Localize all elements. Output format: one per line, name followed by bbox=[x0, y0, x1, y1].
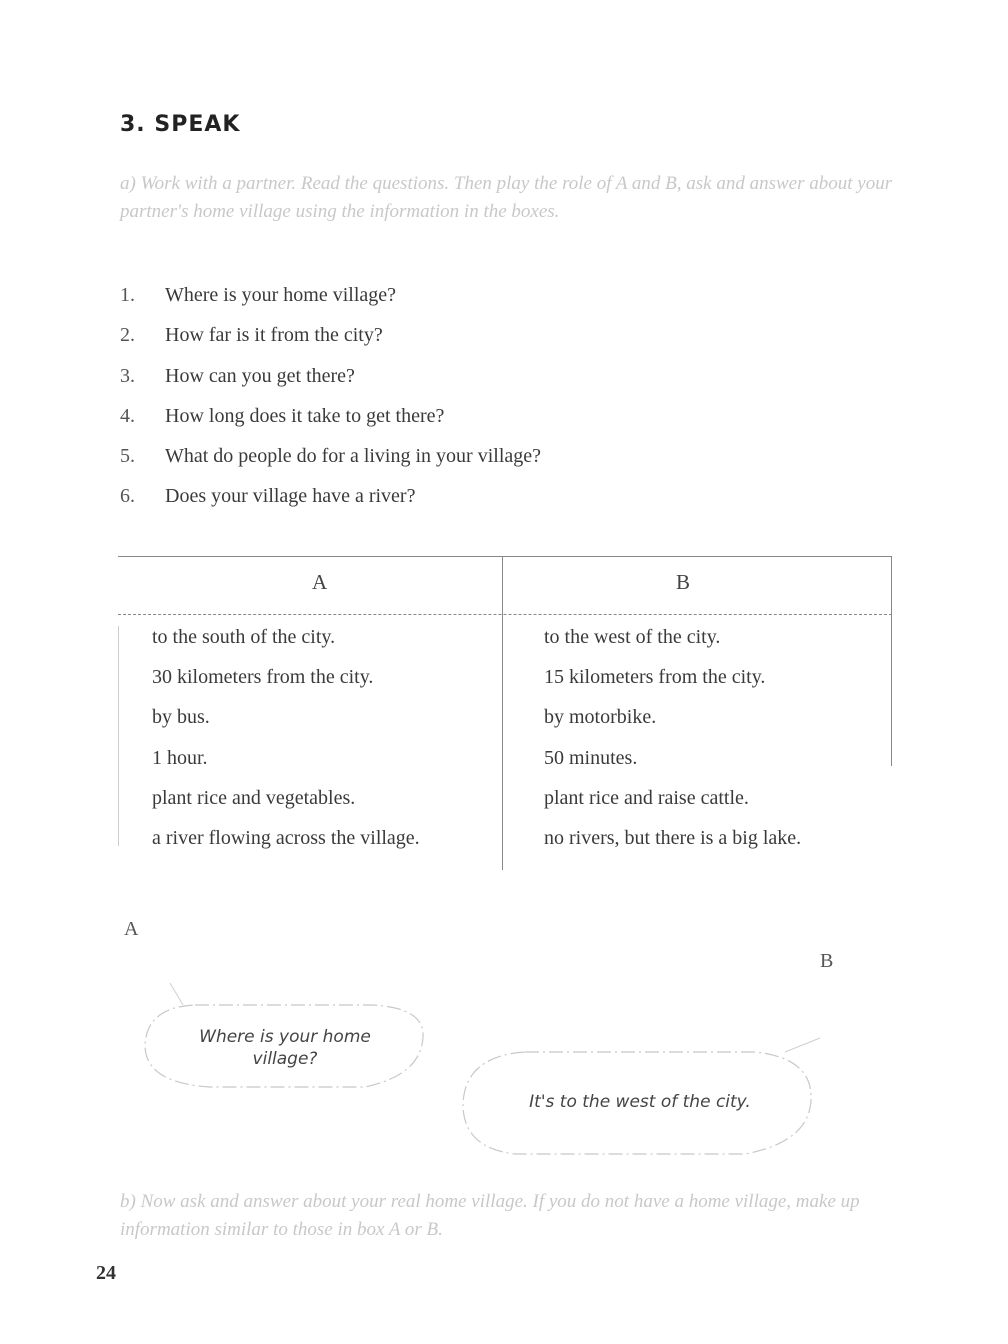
question-number: 2. bbox=[120, 324, 135, 347]
table-cell: to the west of the city. bbox=[544, 626, 721, 648]
table-right-border bbox=[891, 556, 892, 766]
instruction-a: a) Work with a partner. Read the questions. Then play the role of A and B, ask and answer about your partner's home village using the information in the boxes. bbox=[120, 173, 893, 222]
question-text: How far is it from the city? bbox=[165, 324, 383, 347]
question-item bbox=[120, 405, 880, 445]
page-number: 24 bbox=[96, 1262, 116, 1284]
table-cell: 30 kilometers from the city. bbox=[152, 666, 374, 689]
question-text: What do people do for a living in your village? bbox=[165, 445, 542, 468]
speech-bubble-b-text: It's to the west of the city. bbox=[529, 1092, 751, 1112]
question-number: 3. bbox=[120, 364, 135, 387]
table-header-a: A bbox=[312, 570, 328, 594]
question-list bbox=[120, 284, 880, 526]
speech-bubble-a-text bbox=[175, 1026, 395, 1070]
table-cell: 15 kilometers from the city. bbox=[544, 666, 766, 689]
speech-bubble-a-line2: village? bbox=[252, 1049, 318, 1069]
speech-bubble-a-line1: Where is your home bbox=[199, 1027, 371, 1047]
table-cell: plant rice and vegetables. bbox=[152, 786, 356, 809]
question-item bbox=[120, 485, 880, 525]
question-text: Does your village have a river? bbox=[165, 485, 416, 508]
table-cell: by bus. bbox=[152, 706, 210, 729]
speaker-a-label: A bbox=[124, 918, 139, 940]
table-cell: a river flowing across the village. bbox=[152, 826, 420, 849]
table-cell: plant rice and raise cattle. bbox=[544, 786, 749, 809]
table-cell: 50 minutes. bbox=[544, 746, 638, 769]
table-cell: no rivers, but there is a big lake. bbox=[544, 826, 802, 849]
question-item bbox=[120, 365, 880, 405]
question-text: Where is your home village? bbox=[165, 284, 397, 306]
table-header-divider bbox=[118, 614, 892, 615]
question-item bbox=[120, 284, 880, 324]
section-heading: SPEAK bbox=[154, 112, 241, 137]
question-item bbox=[120, 445, 880, 485]
question-text: How long does it take to get there? bbox=[165, 404, 445, 427]
table-cell: by motorbike. bbox=[544, 706, 657, 729]
question-text: How can you get there? bbox=[165, 364, 355, 387]
instruction-b: b) Now ask and answer about your real home village. If you do not have a home village, make up information similar to those in box A or B. bbox=[120, 1191, 860, 1240]
question-item bbox=[120, 324, 880, 364]
table-cell: 1 hour. bbox=[152, 746, 208, 769]
table-top-border bbox=[118, 556, 892, 557]
question-number: 6. bbox=[120, 485, 135, 508]
question-number: 4. bbox=[120, 404, 135, 427]
section-number: 3. bbox=[120, 112, 146, 137]
table-column-divider bbox=[502, 556, 503, 870]
table-left-border bbox=[118, 626, 119, 846]
section-title bbox=[120, 112, 240, 137]
question-number: 1. bbox=[120, 284, 135, 306]
table-header-b: B bbox=[676, 570, 691, 594]
table-column-b bbox=[544, 626, 801, 867]
question-number: 5. bbox=[120, 445, 135, 468]
table-column-a bbox=[152, 626, 420, 867]
speaker-b-label: B bbox=[820, 950, 834, 972]
table-cell: to the south of the city. bbox=[152, 626, 336, 648]
